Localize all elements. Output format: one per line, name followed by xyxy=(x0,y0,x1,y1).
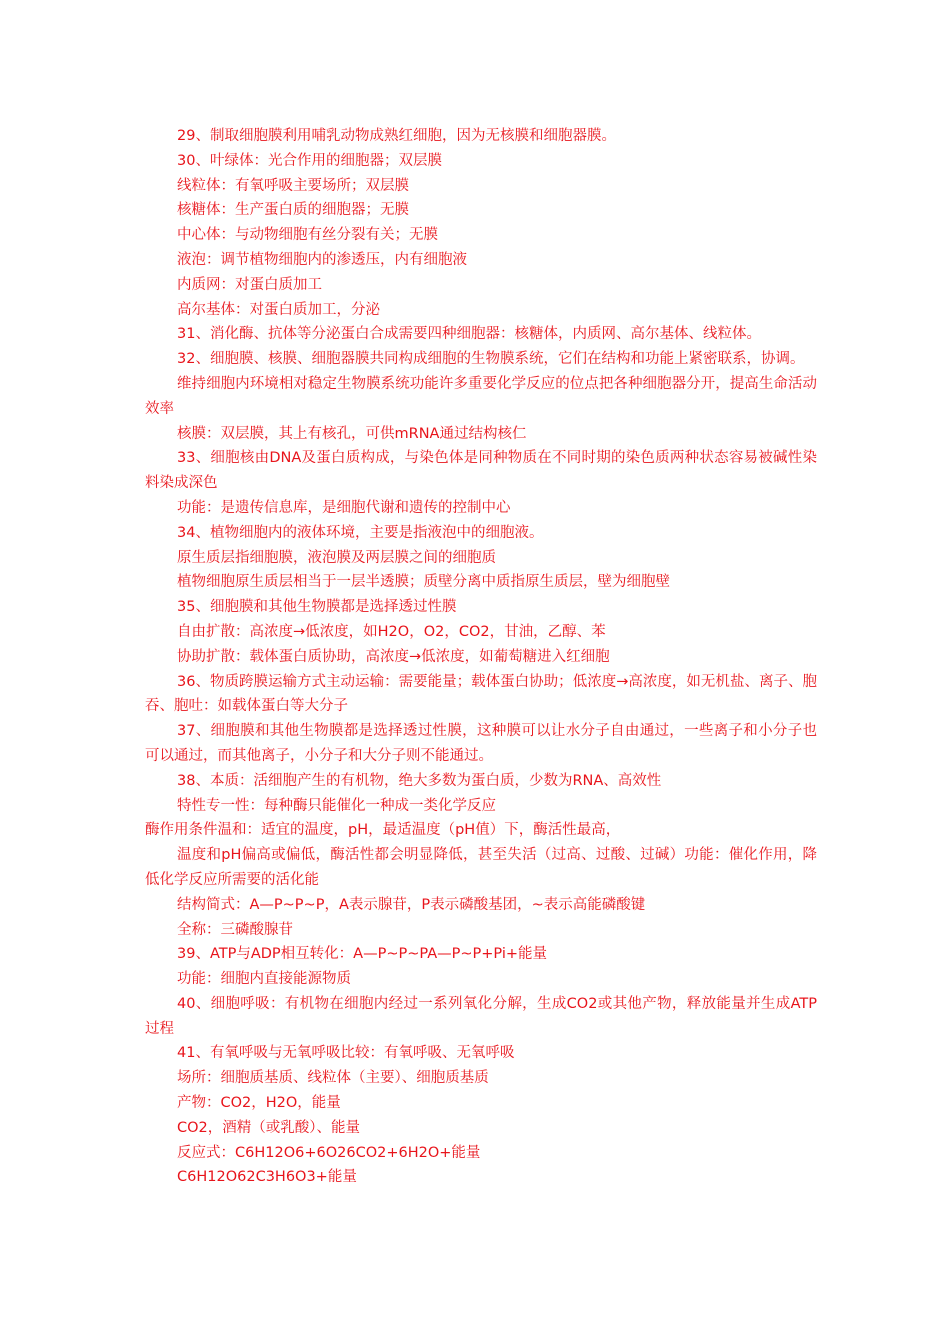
paragraph-ribosome: 核糖体：生产蛋白质的细胞器；无膜 xyxy=(177,202,409,219)
paragraph-plasmolysis: 植物细胞原生质层相当于一层半透膜；质壁分离中质指原生质层，壁为细胞壁 xyxy=(177,574,670,591)
paragraph-anaerobic-products: CO2，酒精（或乳酸）、能量 xyxy=(177,1119,361,1136)
paragraph-atp-structure: 结构简式：A—P~P~P，A表示腺苷，P表示磷酸基团，~表示高能磷酸键 xyxy=(177,896,646,913)
paragraph-facilitated-diffusion: 协助扩散：载体蛋白质协助，高浓度→低浓度，如葡萄糖进入红细胞 xyxy=(177,648,610,665)
paragraph-34: 34、植物细胞内的液体环境，主要是指液泡中的细胞液。 xyxy=(177,524,544,541)
paragraph-centrosome: 中心体：与动物细胞有丝分裂有关；无膜 xyxy=(177,227,438,244)
paragraph-enzyme-conditions: 酶作用条件温和：适宜的温度，pH，最适温度（pH值）下，酶活性最高， xyxy=(145,822,621,839)
paragraph-29: 29、制取细胞膜利用哺乳动物成熟红细胞，因为无核膜和细胞器膜。 xyxy=(177,128,616,144)
paragraph-40: 40、细胞呼吸：有机物在细胞内经过一系列氧化分解，生成CO2或其他产物，释放能量并生成ATP过程 xyxy=(145,995,817,1037)
paragraph-35: 35、细胞膜和其他生物膜都是选择透过性膜 xyxy=(177,599,457,616)
paragraph-36: 36、物质跨膜运输方式主动运输：需要能量；载体蛋白协助；低浓度→高浓度，如无机盐、离子、胞吞、胞吐：如载体蛋白等大分子 xyxy=(145,673,817,715)
paragraph-39: 39、ATP与ADP相互转化：A—P~P~PA—P~P+Pi+能量 xyxy=(177,946,548,963)
paragraph-protoplasm-layer: 原生质层指细胞膜，液泡膜及两层膜之间的细胞质 xyxy=(177,549,496,566)
paragraph-free-diffusion: 自由扩散：高浓度→低浓度，如H2O，O2，CO2，甘油，乙醇、苯 xyxy=(177,623,606,640)
paragraph-respiration-location: 场所：细胞质基质、线粒体（主要）、细胞质基质 xyxy=(177,1070,489,1087)
paragraph-respiration-products: 产物：CO2，H2O，能量 xyxy=(177,1095,341,1112)
paragraph-nucleus-function: 功能：是遗传信息库，是细胞代谢和遗传的控制中心 xyxy=(177,499,511,516)
paragraph-38: 38、本质：活细胞产生的有机物，绝大多数为蛋白质，少数为RNA、高效性 xyxy=(177,772,662,789)
document-body xyxy=(145,124,817,1190)
paragraph-nuclear-envelope: 核膜：双层膜，其上有核孔，可供mRNA通过结构核仁 xyxy=(177,425,527,442)
paragraph-32: 32、细胞膜、核膜、细胞器膜共同构成细胞的生物膜系统，它们在结构和功能上紧密联系，协调。 xyxy=(177,351,805,368)
paragraph-er: 内质网：对蛋白质加工 xyxy=(177,276,322,293)
paragraph-31: 31、消化酶、抗体等分泌蛋白合成需要四种细胞器：核糖体，内质网、高尔基体、线粒体。 xyxy=(177,326,761,343)
paragraph-33: 33、细胞核由DNA及蛋白质构成，与染色体是同种物质在不同时期的染色质两种状态容易被碱性染料染成深色 xyxy=(145,450,817,492)
paragraph-golgi: 高尔基体：对蛋白质加工，分泌 xyxy=(177,301,380,318)
paragraph-vacuole: 液泡：调节植物细胞内的渗透压，内有细胞液 xyxy=(177,251,467,268)
paragraph-atp-function: 功能：细胞内直接能源物质 xyxy=(177,971,351,988)
paragraph-enzyme-temperature-ph: 温度和pH偏高或偏低，酶活性都会明显降低，甚至失活（过高、过酸、过碱）功能：催化作用，降低化学反应所需要的活化能 xyxy=(145,847,817,888)
paragraph-mitochondria: 线粒体：有氧呼吸主要场所；双层膜 xyxy=(177,177,409,194)
paragraph-37: 37、细胞膜和其他生物膜都是选择透过性膜，这种膜可以让水分子自由通过，一些离子和小分子也可以通过，而其他离子，小分子和大分子则不能通过。 xyxy=(145,723,817,764)
paragraph-membrane-function: 维持细胞内环境相对稳定生物膜系统功能许多重要化学反应的位点把各种细胞器分开，提高生命活动效率 xyxy=(145,375,817,417)
paragraph-atp-full-name: 全称：三磷酸腺苷 xyxy=(177,921,293,938)
paragraph-41: 41、有氧呼吸与无氧呼吸比较：有氧呼吸、无氧呼吸 xyxy=(177,1045,515,1062)
paragraph-enzyme-specificity: 特性专一性：每种酶只能催化一种成一类化学反应 xyxy=(177,797,496,814)
paragraph-30-chloroplast: 30、叶绿体：光合作用的细胞器；双层膜 xyxy=(177,152,442,169)
paragraph-aerobic-equation: 反应式：C6H12O6+6O26CO2+6H2O+能量 xyxy=(177,1144,481,1161)
paragraph-anaerobic-equation: C6H12O62C3H6O3+能量 xyxy=(177,1169,357,1186)
